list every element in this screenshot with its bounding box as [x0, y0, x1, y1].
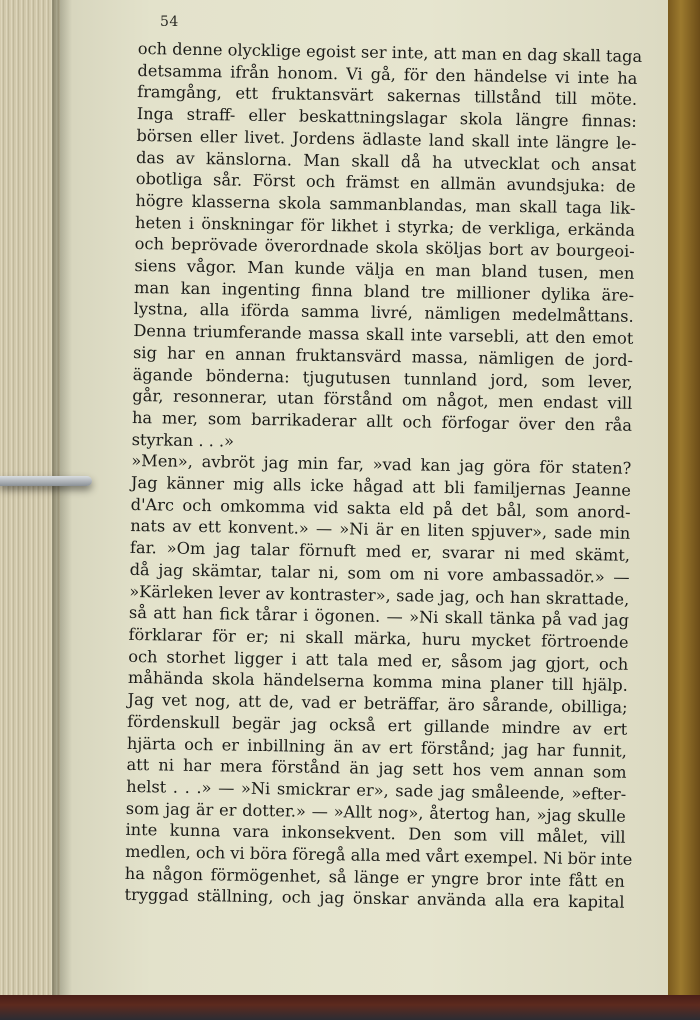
text-line: detsamma ifrån honom. Vi gå, för den händelse vi inte ha: [137, 60, 638, 88]
text-line: Jag känner mig alls icke hågad att bli familjernas Jeanne: [130, 473, 632, 500]
text-line: ägande bönderna: tjugutusen tunnland jord, som lever,: [132, 364, 633, 392]
text-line: högre klasserna skola sammanblandas, man skall taga lik-: [135, 190, 636, 218]
bookmark-ribbon: [0, 476, 92, 486]
text-line: hjärta och er inbillning än av ert förstånd; jag har funnit,: [126, 733, 628, 761]
text-line: förklarar för er; ni skall märka, huru mycket förtroende: [128, 624, 629, 652]
text-line: Inga straff- eller beskattningslagar skola längre finnas:: [136, 104, 637, 131]
text-line: man kan ingenting finna bland tre millioner dylika äre-: [133, 277, 635, 305]
text-line: att ni har mera förstånd än jag sett hos vem annan som: [126, 755, 627, 782]
text-line: Denna triumferande massa skall inte varsebli, att den emot: [133, 321, 634, 348]
book-cover-edge: [668, 0, 700, 1020]
text-line: sig har en annan fruktansvärd massa, nämligen de jord-: [132, 342, 634, 370]
text-line: och storhet ligger i att tala med er, såsom jag gjort, och: [128, 646, 629, 674]
gutter-shadow: [52, 0, 72, 1000]
text-line: ha mer, som barrikaderar allt och förfogar över den råa: [131, 407, 633, 435]
text-line: styrkan . . .»: [131, 429, 235, 451]
text-line: då jag skämtar, talar ni, som om ni vore ambassadör.» —: [129, 559, 630, 587]
text-line: obotliga sår. Först och främst en allmän avundsjuka: de: [135, 169, 636, 197]
text-line: och denne olycklige egoist ser inte, att man en dag skall taga: [137, 38, 643, 66]
text-line: das av känslorna. Man skall då ha utvecklat och ansat: [135, 147, 637, 175]
text-line: måhända skola händelserna komma mina planer till hjälp.: [127, 668, 629, 696]
text-line: nats av ett konvent.» — »Ni är en liten spjuver», sade min: [130, 516, 631, 544]
text-line: fördenskull begär jag också ert gillande mindre av ert: [127, 711, 628, 739]
text-line: och beprövade överordnade skola sköljas bort av bourgeoi-: [134, 234, 635, 262]
text-line: far. »Om jag talar förnuft med er, svarar ni med skämt,: [129, 538, 631, 565]
text-line: »Kärleken lever av kontraster», sade jag, och han skrattade,: [129, 581, 630, 609]
text-line: går, resonnerar, utan förstånd om något, men endast vill: [132, 386, 633, 414]
text-line: lystna, alla iförda samma livré, nämligen medelmåttans.: [133, 299, 634, 327]
text-line: »Men», avbröt jag min far, »vad kan jag göra för staten?: [131, 451, 632, 479]
page-number: 54: [160, 14, 179, 30]
table-surface: [0, 995, 700, 1020]
text-line: tryggad ställning, och jag önskar använda alla era kapital: [124, 885, 625, 913]
text-line: Jag vet nog, att de, vad er beträffar, äro sårande, obilliga;: [127, 690, 628, 717]
text-line: som jag är er dotter.» — »Allt nog», återtog han, »jag skulle: [125, 798, 626, 826]
text-line: inte kunna vara inkonsekvent. Den som vill målet, vill: [125, 820, 626, 848]
text-line: ha någon förmögenhet, så länge er yngre bror inte fått en: [124, 863, 625, 891]
text-line: börsen eller livet. Jordens ädlaste land skall inte längre le-: [136, 125, 637, 153]
text-line: helst . . .» — »Ni smickrar er», sade jag småleende, »efter-: [126, 776, 627, 804]
text-line: framgång, ett fruktansvärt sakernas tillstånd till möte.: [137, 82, 638, 110]
text-line: siens vågor. Man kunde välja en man bland tusen, men: [134, 256, 635, 283]
body-text: [124, 38, 643, 914]
text-line: så att han fick tårar i ögonen. — »Ni skall tänka på vad jag: [128, 603, 630, 631]
text-line: heten i önskningar för likhet i styrka; de verkliga, erkända: [134, 212, 636, 240]
text-line: d'Arc och omkomma vid sakta eld på det bål, som anord-: [130, 494, 631, 522]
text-line: medlen, och vi böra föregå alla med vårt exempel. Ni bör inte: [125, 841, 633, 869]
